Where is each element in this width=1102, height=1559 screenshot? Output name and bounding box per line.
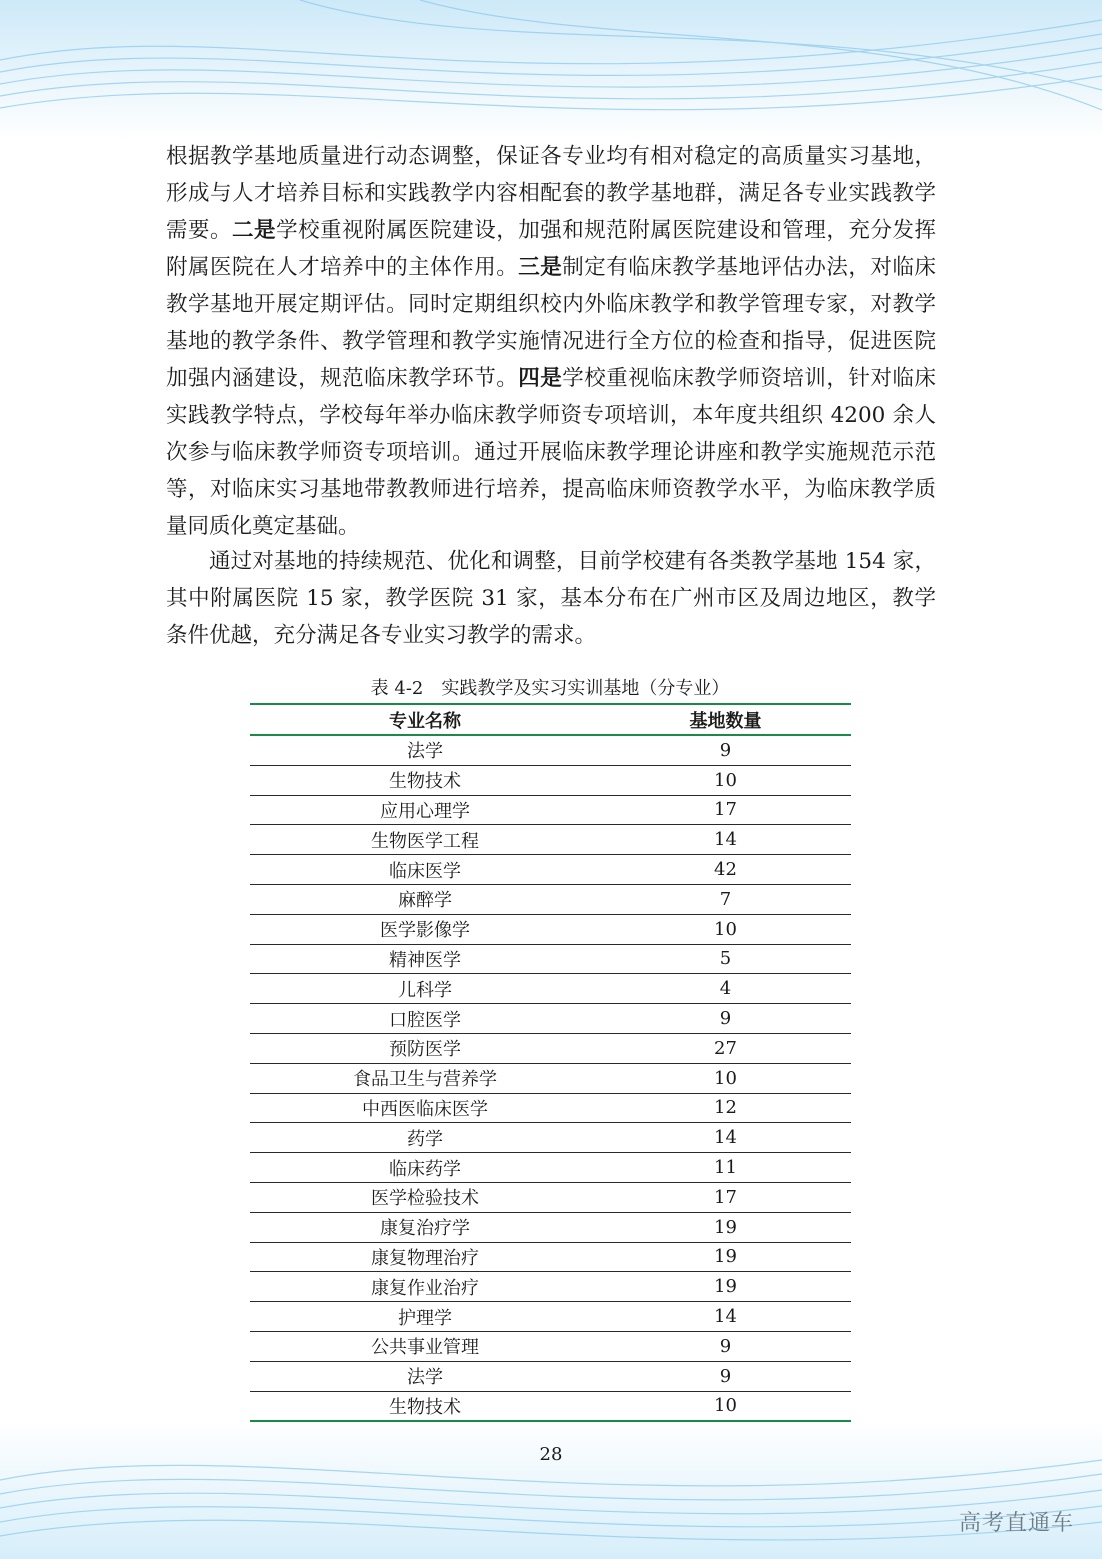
- cell-major-name: 应用心理学: [250, 795, 600, 825]
- cell-base-count: 27: [600, 1033, 851, 1063]
- cell-base-count: 9: [600, 1004, 851, 1034]
- table-row: [250, 1302, 851, 1332]
- cell-base-count: 17: [600, 795, 851, 825]
- cell-major-name: 精神医学: [250, 944, 600, 974]
- table-row: [250, 1004, 851, 1034]
- p1-emphasis-2: 二是: [232, 218, 277, 243]
- cell-base-count: 19: [600, 1242, 851, 1272]
- cell-major-name: 麻醉学: [250, 884, 600, 914]
- table-row: [250, 1331, 851, 1361]
- cell-major-name: 生物医学工程: [250, 825, 600, 855]
- body-paragraph-2: 通过对基地的持续规范、优化和调整，目前学校建有各类教学基地 154 家，其中附属医院 15 家，教学医院 31 家，基本分布在广州市区及周边地区，教学条件优越，充分满足各专业实习教学的需求。: [166, 549, 936, 648]
- cell-major-name: 食品卫生与营养学: [250, 1063, 600, 1093]
- table-row: [250, 1063, 851, 1093]
- cell-base-count: 9: [600, 735, 851, 765]
- cell-major-name: 中西医临床医学: [250, 1093, 600, 1123]
- table-header-row: [250, 704, 851, 735]
- cell-major-name: 生物技术: [250, 765, 600, 795]
- cell-major-name: 临床医学: [250, 855, 600, 885]
- cell-major-name: 康复治疗学: [250, 1212, 600, 1242]
- cell-base-count: 5: [600, 944, 851, 974]
- header-major-name: 专业名称: [250, 704, 600, 735]
- practice-base-table: [250, 703, 851, 1422]
- bottom-gradient: [0, 1420, 1102, 1559]
- cell-major-name: 药学: [250, 1123, 600, 1153]
- table-row: [250, 795, 851, 825]
- page-number: 28: [539, 1444, 563, 1465]
- table-row: [250, 884, 851, 914]
- p1-text-c: 学校重视附属医院建设，加强和规范附属医院建设和管理，充分发挥附属医院在人才培养中的主体作用。: [166, 218, 936, 280]
- cell-base-count: 9: [600, 1331, 851, 1361]
- cell-base-count: 42: [600, 855, 851, 885]
- body-paragraph-1: [166, 138, 936, 545]
- cell-base-count: 14: [600, 1302, 851, 1332]
- watermark: 高考直通车: [958, 1511, 1074, 1536]
- table-row: [250, 944, 851, 974]
- table-row: [250, 1391, 851, 1421]
- p1-text-e: 学校重视临床教学师资培训，针对临床实践教学特点，学校每年举办临床教学师资专项培训，本年度共组织 4200 余人次参与临床教学师资专项培训。通过开展临床教学理论讲座和教学实施规范示范等，对临床实习基地带教教师进行培养，提高临床师资教学水平，为临床教学质量同质化奠定基础。: [166, 366, 936, 539]
- p1-emphasis-3: 三是: [518, 255, 563, 280]
- cell-base-count: 7: [600, 884, 851, 914]
- cell-base-count: 10: [600, 765, 851, 795]
- cell-major-name: 法学: [250, 1361, 600, 1391]
- cell-base-count: 11: [600, 1153, 851, 1183]
- cell-base-count: 9: [600, 1361, 851, 1391]
- table-row: [250, 1212, 851, 1242]
- table-row: [250, 914, 851, 944]
- cell-major-name: 医学影像学: [250, 914, 600, 944]
- table-body: [250, 735, 851, 1421]
- cell-base-count: 14: [600, 825, 851, 855]
- table-row: [250, 1033, 851, 1063]
- cell-major-name: 口腔医学: [250, 1004, 600, 1034]
- cell-major-name: 生物技术: [250, 1391, 600, 1421]
- cell-major-name: 康复作业治疗: [250, 1272, 600, 1302]
- table-row: [250, 1272, 851, 1302]
- cell-major-name: 儿科学: [250, 974, 600, 1004]
- cell-major-name: 康复物理治疗: [250, 1242, 600, 1272]
- table-row: [250, 855, 851, 885]
- header-base-count: 基地数量: [600, 704, 851, 735]
- cell-base-count: 10: [600, 1391, 851, 1421]
- table-row: [250, 1123, 851, 1153]
- table-row: [250, 1093, 851, 1123]
- table-row: [250, 735, 851, 765]
- table-row: [250, 1182, 851, 1212]
- cell-major-name: 预防医学: [250, 1033, 600, 1063]
- table-row: [250, 1361, 851, 1391]
- cell-base-count: 14: [600, 1123, 851, 1153]
- cell-base-count: 10: [600, 914, 851, 944]
- table-caption: 表 4-2 实践教学及实习实训基地（分专业）: [370, 678, 730, 699]
- table-row: [250, 1242, 851, 1272]
- table-row: [250, 825, 851, 855]
- cell-base-count: 19: [600, 1272, 851, 1302]
- table-row: [250, 1153, 851, 1183]
- p1-text-a: 根据教学基地质量进行动态调整，保证各专业均有相对稳定的高质量实习基地，形成与人才培养目标和实践教学内容相配套的教学基地群，满足各专业实践教学需要。: [166, 144, 936, 243]
- table-row: [250, 974, 851, 1004]
- cell-base-count: 4: [600, 974, 851, 1004]
- cell-base-count: 19: [600, 1212, 851, 1242]
- cell-major-name: 护理学: [250, 1302, 600, 1332]
- p1-text-d: 制定有临床教学基地评估办法，对临床教学基地开展定期评估。同时定期组织校内外临床教学和教学管理专家，对教学基地的教学条件、教学管理和教学实施情况进行全方位的检查和指导，促进医院加强内涵建设，规范临床教学环节。: [166, 255, 936, 391]
- cell-base-count: 17: [600, 1182, 851, 1212]
- cell-base-count: 12: [600, 1093, 851, 1123]
- cell-major-name: 临床药学: [250, 1153, 600, 1183]
- cell-major-name: 医学检验技术: [250, 1182, 600, 1212]
- cell-major-name: 法学: [250, 735, 600, 765]
- p1-emphasis-4: 四是: [518, 366, 563, 391]
- cell-base-count: 10: [600, 1063, 851, 1093]
- table-row: [250, 765, 851, 795]
- cell-major-name: 公共事业管理: [250, 1331, 600, 1361]
